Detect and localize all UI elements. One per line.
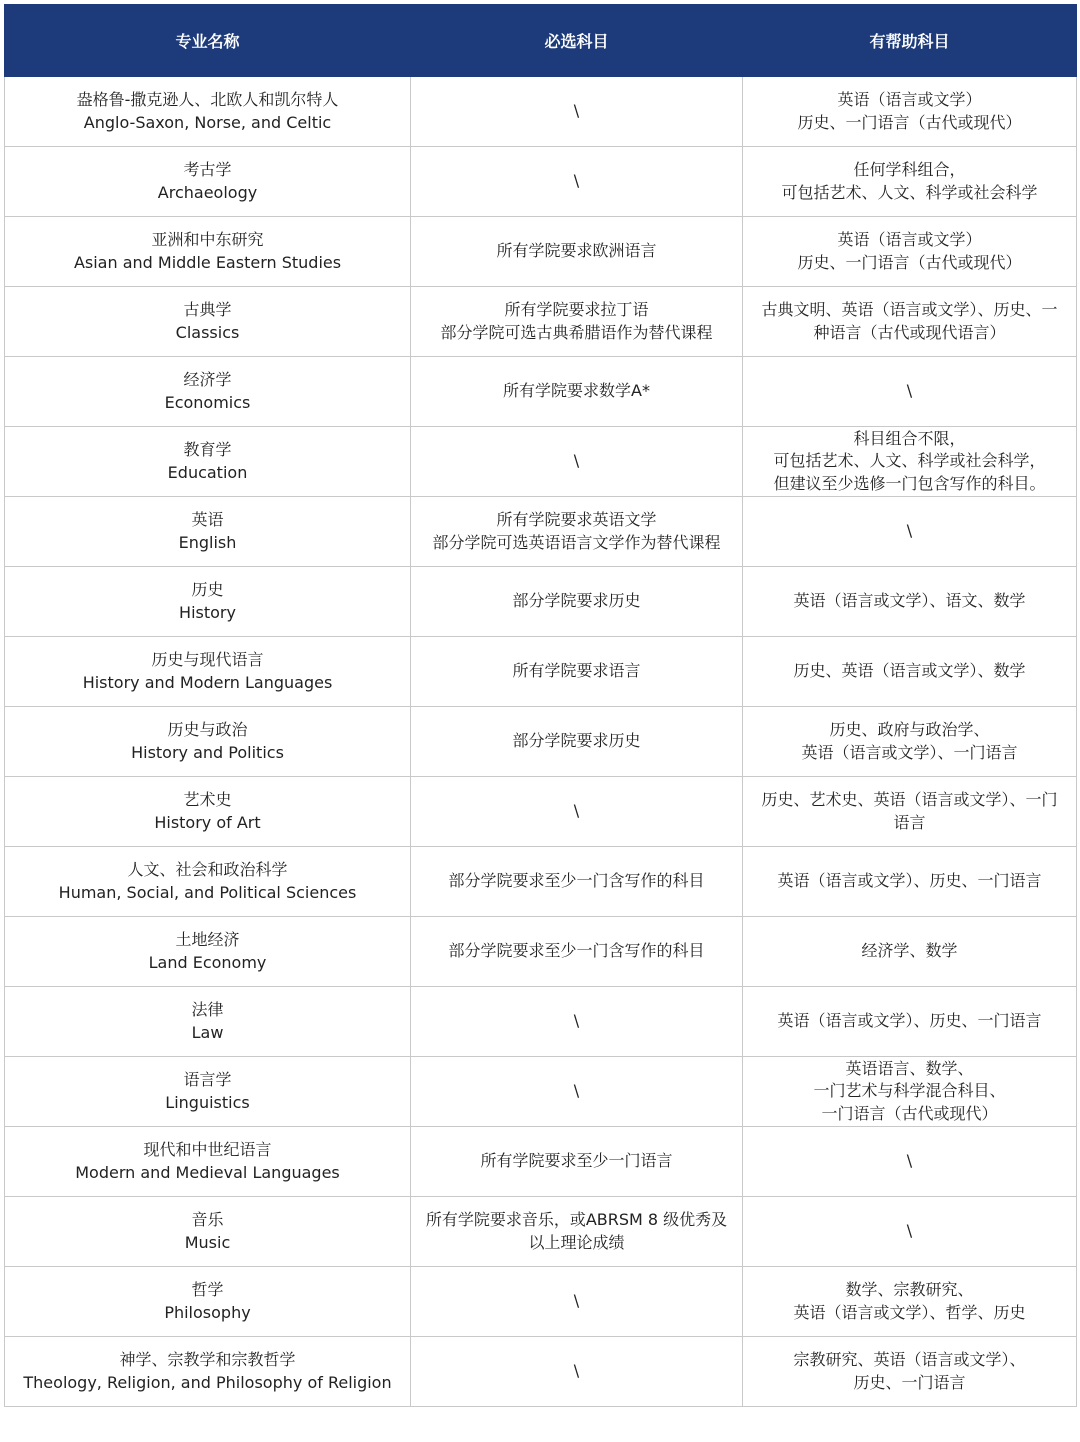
required-subjects-cell: [411, 427, 743, 497]
cell-text-line: 英语（语言或文学）: [837, 230, 982, 249]
table-row: [5, 777, 1077, 847]
cell-text-line: 英语（语言或文学）、语文、数学: [793, 591, 1026, 611]
helpful-subjects-cell: [743, 1267, 1077, 1337]
major-name-cell: [5, 917, 411, 987]
major-name-cell: [5, 847, 411, 917]
header-helpful-subjects: 有帮助科目: [743, 5, 1077, 77]
cell-text-line: \: [906, 1221, 913, 1241]
cell-text-line: 教育学: [183, 440, 232, 459]
table-row: [5, 987, 1077, 1057]
subject-requirements-table-container: [4, 4, 1076, 1407]
table-row: [5, 217, 1077, 287]
cell-text-line: 所有学院要求至少一门语言: [480, 1151, 673, 1171]
major-name-cell: [5, 1127, 411, 1197]
cell-text-line: 所有学院要求拉丁语: [504, 300, 649, 319]
cell-text-line: 所有学院要求语言: [512, 661, 641, 681]
cell-text-line: 历史: [191, 580, 224, 599]
required-subjects-cell: [411, 847, 743, 917]
cell-text-line: 神学、宗教学和宗教哲学: [119, 1350, 296, 1369]
cell-text-line: 亚洲和中东研究: [151, 230, 264, 249]
major-name-cell: [5, 77, 411, 147]
cell-text-line: 所有学院要求音乐，或ABRSM 8 级优秀及: [425, 1210, 728, 1229]
major-name-cell: [5, 217, 411, 287]
major-name-cell: [5, 987, 411, 1057]
cell-text-line: 英语（语言或文学）、历史、一门语言: [777, 1011, 1042, 1031]
required-subjects-cell: [411, 497, 743, 567]
major-name-cell: [5, 707, 411, 777]
major-name-cell: [5, 497, 411, 567]
helpful-subjects-cell: [743, 1197, 1077, 1267]
table-row: [5, 1127, 1077, 1197]
major-name-cell: [5, 567, 411, 637]
cell-text-line: 语言学: [183, 1070, 232, 1089]
required-subjects-cell: [411, 707, 743, 777]
required-subjects-cell: [411, 637, 743, 707]
cell-text-line: Land Economy: [148, 952, 267, 972]
helpful-subjects-cell: [743, 1337, 1077, 1407]
table-row: [5, 917, 1077, 987]
table-row: [5, 497, 1077, 567]
cell-text-line: Philosophy: [164, 1302, 251, 1322]
cell-text-line: Archaeology: [157, 182, 258, 202]
cell-text-line: 历史、一门语言（古代或现代）: [797, 112, 1022, 132]
helpful-subjects-cell: [743, 427, 1077, 497]
cell-text-line: \: [906, 521, 913, 541]
cell-text-line: 以上理论成绩: [528, 1232, 625, 1252]
cell-text-line: 宗教研究、英语（语言或文学）、: [793, 1350, 1026, 1369]
cell-text-line: 经济学: [183, 370, 232, 389]
table-row: [5, 637, 1077, 707]
cell-text-line: 现代和中世纪语言: [143, 1140, 272, 1159]
cell-text-line: 经济学、数学: [861, 941, 958, 961]
cell-text-line: History of Art: [154, 812, 261, 832]
major-name-cell: [5, 287, 411, 357]
cell-text-line: \: [573, 101, 580, 121]
required-subjects-cell: [411, 1337, 743, 1407]
major-name-cell: [5, 637, 411, 707]
header-row: [5, 5, 1077, 77]
cell-text-line: Education: [167, 462, 248, 482]
cell-text-line: 种语言（古代或现代语言）: [813, 322, 1006, 342]
major-name-cell: [5, 777, 411, 847]
table-row: [5, 147, 1077, 217]
major-name-cell: [5, 147, 411, 217]
table-row: [5, 1197, 1077, 1267]
required-subjects-cell: [411, 987, 743, 1057]
cell-text-line: History and Politics: [131, 742, 284, 762]
cell-text-line: \: [573, 1081, 580, 1101]
cell-text-line: 所有学院要求数学A*: [503, 381, 650, 401]
helpful-subjects-cell: [743, 987, 1077, 1057]
table-row: [5, 287, 1077, 357]
cell-text-line: \: [906, 381, 913, 401]
helpful-subjects-cell: [743, 917, 1077, 987]
required-subjects-cell: [411, 917, 743, 987]
header-major-name: 专业名称: [5, 5, 411, 77]
cell-text-line: Human, Social, and Political Sciences: [58, 882, 357, 902]
helpful-subjects-cell: [743, 777, 1077, 847]
required-subjects-cell: [411, 777, 743, 847]
cell-text-line: 土地经济: [175, 930, 240, 949]
major-name-cell: [5, 357, 411, 427]
cell-text-line: 历史、一门语言: [853, 1372, 966, 1392]
cell-text-line: \: [573, 1011, 580, 1031]
cell-text-line: 英语语言、数学、: [845, 1058, 974, 1078]
cell-text-line: History: [179, 602, 236, 622]
cell-text-line: 英语: [191, 510, 224, 529]
cell-text-line: \: [573, 801, 580, 821]
cell-text-line: 任何学科组合，: [853, 160, 966, 179]
cell-text-line: English: [178, 532, 237, 552]
table-body: [5, 77, 1077, 1407]
header-required-subjects: 必选科目: [411, 5, 743, 77]
cell-text-line: \: [906, 1151, 913, 1171]
required-subjects-cell: [411, 217, 743, 287]
cell-text-line: 部分学院要求至少一门含写作的科目: [448, 941, 705, 961]
table-row: [5, 1337, 1077, 1407]
cell-text-line: Modern and Medieval Languages: [75, 1162, 340, 1182]
major-name-cell: [5, 1057, 411, 1127]
helpful-subjects-cell: [743, 847, 1077, 917]
major-name-cell: [5, 1267, 411, 1337]
table-row: [5, 847, 1077, 917]
cell-text-line: 科目组合不限，: [853, 428, 966, 448]
helpful-subjects-cell: [743, 1057, 1077, 1127]
cell-text-line: 考古学: [183, 160, 232, 179]
helpful-subjects-cell: [743, 497, 1077, 567]
cell-text-line: Asian and Middle Eastern Studies: [73, 252, 342, 272]
cell-text-line: \: [573, 451, 580, 471]
major-name-cell: [5, 427, 411, 497]
cell-text-line: 盎格鲁-撒克逊人、北欧人和凯尔特人: [76, 90, 339, 109]
required-subjects-cell: [411, 1197, 743, 1267]
helpful-subjects-cell: [743, 637, 1077, 707]
required-subjects-cell: [411, 1267, 743, 1337]
cell-text-line: 英语（语言或文学）: [837, 90, 982, 109]
cell-text-line: 古典文明、英语（语言或文学）、历史、一: [761, 300, 1058, 319]
cell-text-line: 英语（语言或文学）、一门语言: [801, 742, 1018, 762]
cell-text-line: 历史、英语（语言或文学）、数学: [793, 661, 1026, 681]
required-subjects-cell: [411, 567, 743, 637]
table-row: [5, 1057, 1077, 1127]
required-subjects-cell: [411, 147, 743, 217]
cell-text-line: 哲学: [191, 1280, 224, 1299]
required-subjects-cell: [411, 77, 743, 147]
cell-text-line: Theology, Religion, and Philosophy of Religion: [23, 1372, 392, 1392]
cell-text-line: 古典学: [183, 300, 232, 319]
cell-text-line: 部分学院可选古典希腊语作为替代课程: [440, 322, 713, 342]
helpful-subjects-cell: [743, 217, 1077, 287]
table-row: [5, 567, 1077, 637]
cell-text-line: Economics: [164, 392, 251, 412]
major-name-cell: [5, 1197, 411, 1267]
cell-text-line: 可包括艺术、人文、科学或社会科学，: [773, 451, 1046, 471]
cell-text-line: 音乐: [191, 1210, 224, 1229]
cell-text-line: 一门艺术与科学混合科目、: [813, 1081, 1006, 1101]
table-row: [5, 1267, 1077, 1337]
cell-text-line: Law: [191, 1022, 224, 1042]
helpful-subjects-cell: [743, 357, 1077, 427]
cell-text-line: 部分学院要求历史: [512, 591, 641, 611]
cell-text-line: \: [573, 1291, 580, 1311]
cell-text-line: 但建议至少选修一门包含写作的科目。: [773, 473, 1046, 493]
helpful-subjects-cell: [743, 147, 1077, 217]
cell-text-line: \: [573, 171, 580, 191]
cell-text-line: Anglo-Saxon, Norse, and Celtic: [83, 112, 332, 132]
cell-text-line: Linguistics: [165, 1092, 250, 1112]
required-subjects-cell: [411, 287, 743, 357]
required-subjects-cell: [411, 1057, 743, 1127]
required-subjects-cell: [411, 357, 743, 427]
cell-text-line: 部分学院要求至少一门含写作的科目: [448, 871, 705, 891]
cell-text-line: 所有学院要求英语文学: [496, 510, 657, 529]
helpful-subjects-cell: [743, 1127, 1077, 1197]
cell-text-line: 历史、一门语言（古代或现代）: [797, 252, 1022, 272]
subject-requirements-table: [4, 4, 1077, 1407]
helpful-subjects-cell: [743, 287, 1077, 357]
cell-text-line: 历史与政治: [167, 720, 248, 739]
cell-text-line: 历史、艺术史、英语（语言或文学）、一门: [761, 790, 1058, 809]
required-subjects-cell: [411, 1127, 743, 1197]
cell-text-line: 所有学院要求欧洲语言: [496, 241, 657, 261]
cell-text-line: 一门语言（古代或现代）: [821, 1103, 998, 1123]
cell-text-line: 部分学院要求历史: [512, 731, 641, 751]
table-row: [5, 427, 1077, 497]
cell-text-line: 人文、社会和政治科学: [127, 860, 288, 879]
helpful-subjects-cell: [743, 707, 1077, 777]
cell-text-line: 英语（语言或文学）、哲学、历史: [793, 1302, 1026, 1322]
cell-text-line: 语言: [893, 812, 926, 832]
cell-text-line: 法律: [191, 1000, 224, 1019]
table-row: [5, 357, 1077, 427]
helpful-subjects-cell: [743, 567, 1077, 637]
cell-text-line: 部分学院可选英语语言文学作为替代课程: [432, 532, 721, 552]
cell-text-line: Classics: [175, 322, 240, 342]
major-name-cell: [5, 1337, 411, 1407]
helpful-subjects-cell: [743, 77, 1077, 147]
cell-text-line: 可包括艺术、人文、科学或社会科学: [781, 182, 1038, 202]
cell-text-line: Music: [184, 1232, 231, 1252]
cell-text-line: 数学、宗教研究、: [845, 1280, 974, 1299]
table-row: [5, 707, 1077, 777]
cell-text-line: History and Modern Languages: [82, 672, 333, 692]
cell-text-line: 历史与现代语言: [151, 650, 264, 669]
cell-text-line: \: [573, 1361, 580, 1381]
cell-text-line: 英语（语言或文学）、历史、一门语言: [777, 871, 1042, 891]
table-row: [5, 77, 1077, 147]
cell-text-line: 历史、政府与政治学、: [829, 720, 990, 739]
cell-text-line: 艺术史: [183, 790, 232, 809]
